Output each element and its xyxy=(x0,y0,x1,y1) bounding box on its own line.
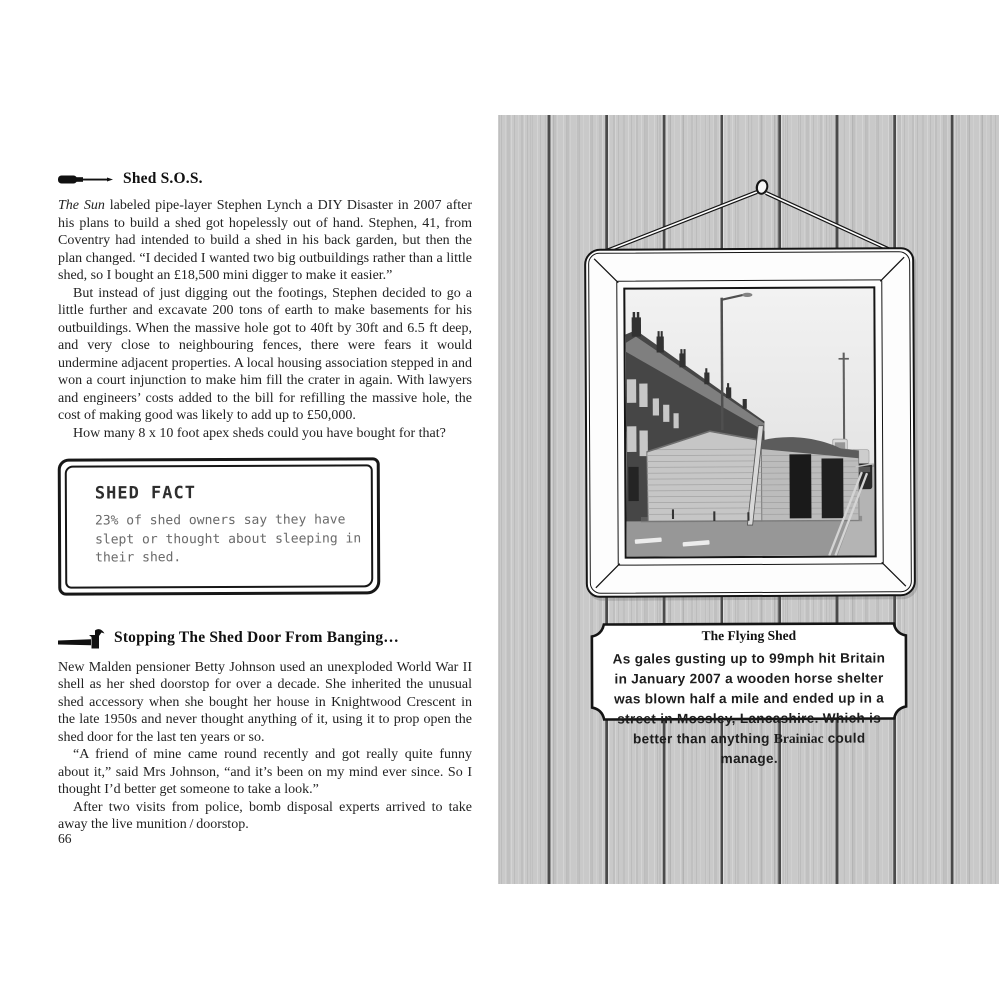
shed-fact-box xyxy=(58,457,381,595)
paragraph xyxy=(58,197,472,285)
section-shed-door-text xyxy=(58,659,472,834)
section-heading-shed-sos xyxy=(58,170,472,188)
wood-plank-wall xyxy=(498,115,999,884)
paragraph: New Malden pensioner Betty Johnson used an unexploded World War II shell as her shed doorstop for over a decade. She inherited the unusual shed accessory when she bought her house in Knightwood Crescent in the late 1950s and never thought anything of it, using it to prop open the shed door for the last ten years or so. xyxy=(58,659,472,745)
plaque-body-text: As gales gusting up to 99mph hit Britain in January 2007 a wooden horse shelter was blown half a mile and ended up in a street in Mossley, Lancashire. Which is better than anything xyxy=(612,650,886,747)
photo-flying-shed xyxy=(623,286,876,558)
publication-name: The Sun xyxy=(58,198,105,213)
section-title: Shed S.O.S. xyxy=(123,170,203,187)
paragraph: How many 8 x 10 foot apex sheds could you have bought for that? xyxy=(73,425,446,441)
picture-frame xyxy=(584,247,916,598)
section-heading-shed-door xyxy=(58,627,472,650)
paragraph-text: labeled pipe-layer Stephen Lynch a DIY Disaster in 2007 after his plans to build a shed got hopelessly out of hand. Stephen, 41, from Coventry had intended to build a shed in his back garden, but then the plan changed. “I decided I wanted two big outbuildings rather than a little shed, so I bought an £18,500 mini digger to make it easier.” xyxy=(58,198,473,283)
fact-box-title: SHED FACT xyxy=(94,483,197,504)
page-number: 66 xyxy=(58,831,72,846)
paragraph: After two visits from police, bomb disposal experts arrived to take away the live munition / doorstop. xyxy=(58,799,472,832)
plaque-body xyxy=(606,649,892,770)
plaque-title: The Flying Shed xyxy=(701,627,797,644)
paragraph: But instead of just digging out the footings, Stephen decided to go a little further and excavate 200 tons of earth to make basements for his outbuildings. When the massive hole got to 40ft by 30ft and 6.5 ft deep, and very close to neighbouring fences, there were fears it would undermine adjacent properties. A local housing association stepped in and won a court injunction to make him fill the crater in again. With lawyers and engineers’ costs added to the bill for refilling the massive hole, the cost of making good was likely to add up to £50,000. xyxy=(58,285,472,423)
fact-box-body: 23% of shed owners say they have slept or thought about sleeping in their shed. xyxy=(94,512,362,566)
plaque-text xyxy=(606,627,892,767)
paragraph: “A friend of mine came round recently and got really quite funny about it,” said Mrs Johnson, “and it’s been on my mind ever since. So I thought I’d better get someone to take a look.” xyxy=(58,747,472,797)
left-page xyxy=(58,170,472,834)
section-title: Stopping The Shed Door From Banging… xyxy=(114,629,399,646)
caption-plaque xyxy=(588,619,910,767)
screwdriver-icon xyxy=(58,173,114,186)
hammer-icon xyxy=(58,627,105,650)
show-name: Brainiac xyxy=(773,730,824,746)
section-shed-sos-text xyxy=(58,197,472,442)
plaque-body-text: could manage. xyxy=(720,730,866,767)
shed-fact-box-inner xyxy=(65,464,374,588)
